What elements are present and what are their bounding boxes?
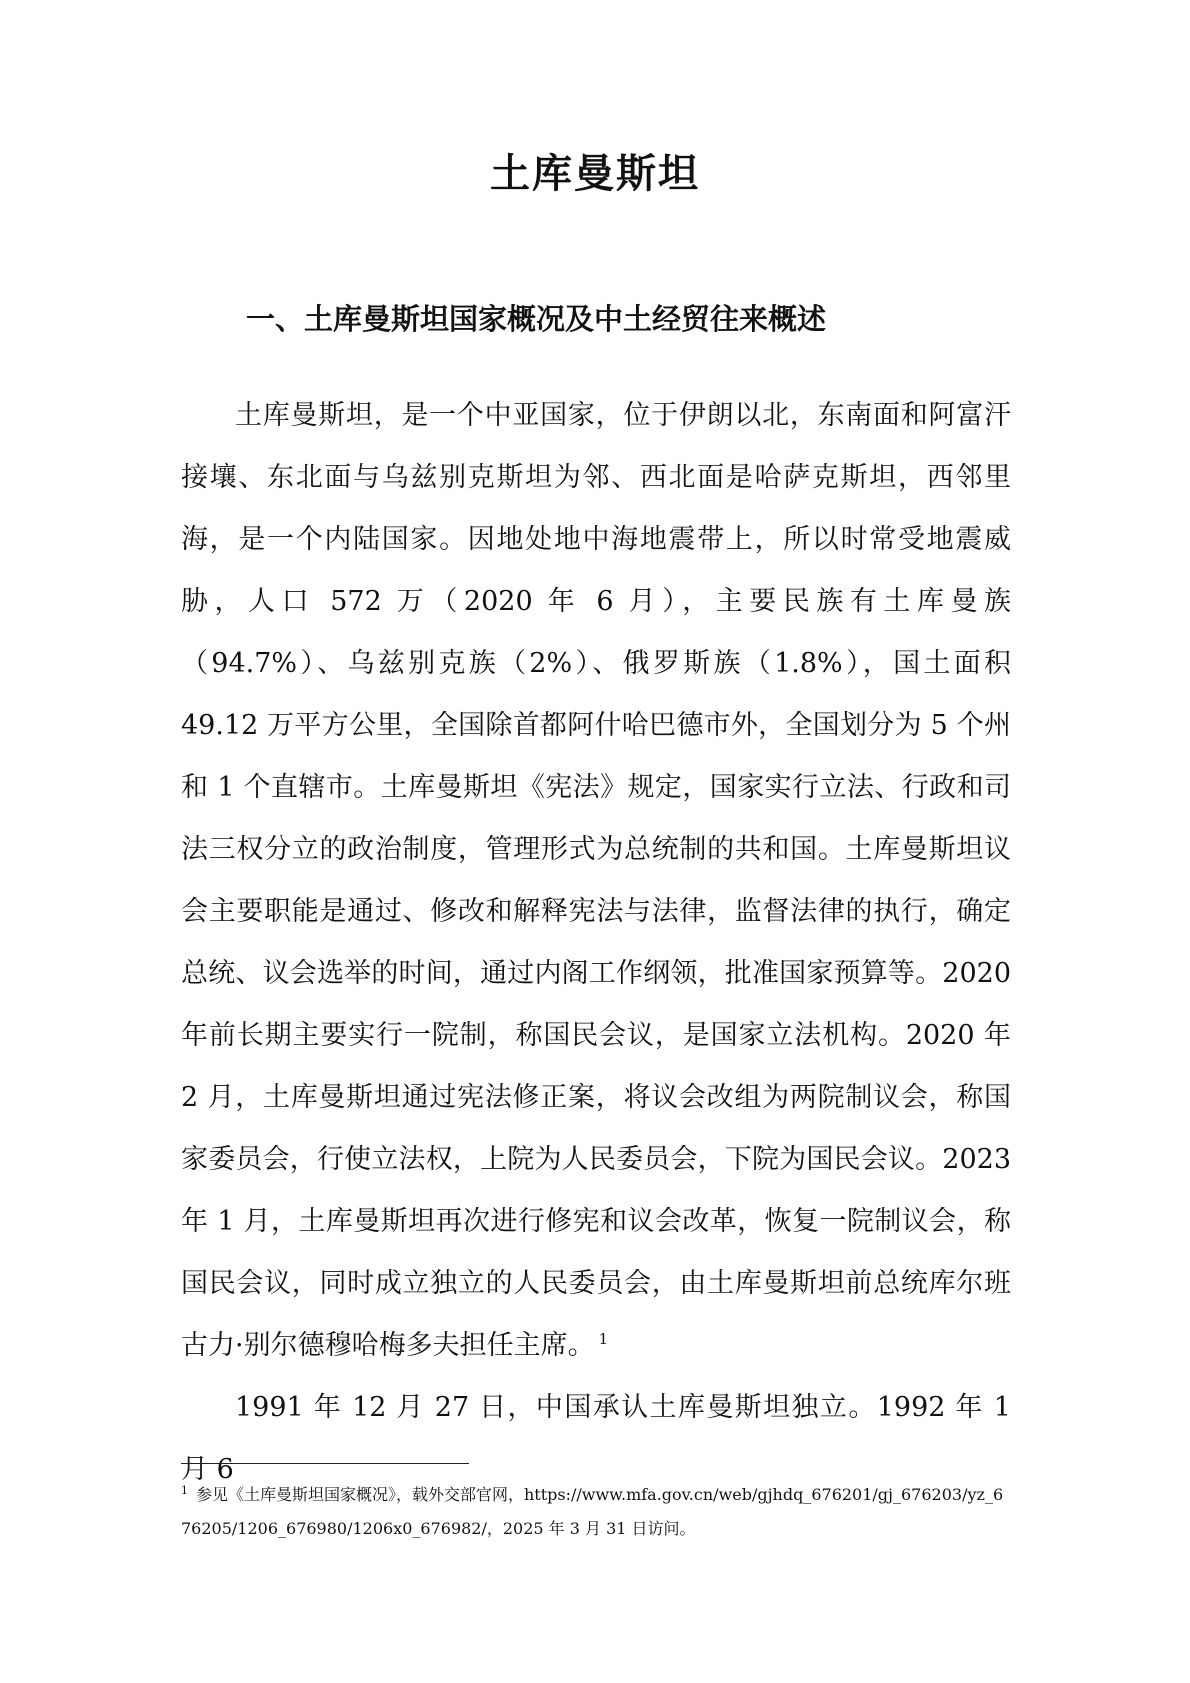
- footnote-reference[interactable]: 1: [598, 1330, 609, 1348]
- footnote-divider: [181, 1463, 469, 1464]
- footnote-number: 1: [181, 1483, 188, 1497]
- section-heading: 一、土库曼斯坦国家概况及中土经贸往来概述: [246, 302, 827, 336]
- paragraph: 1991 年 12 月 27 日，中国承认土库曼斯坦独立。1992 年 1 月 6: [181, 1392, 1011, 1485]
- document-body: [181, 385, 1011, 1501]
- footnote-text: 参见《土库曼斯坦国家概况》，载外交部官网，https://www.mfa.gov.cn/web/gjhdq_676201/gj_676203/yz_676205/1206_676980/1206x0_676982/，2025 年 3 月 31 日访问。: [181, 1485, 1004, 1538]
- document-title: 土库曼斯坦: [490, 150, 700, 197]
- paragraph-text: 土库曼斯坦，是一个中亚国家，位于伊朗以北，东南面和阿富汗接壤、东北面与乌兹别克斯坦为邻、西北面是哈萨克斯坦，西邻里海，是一个内陆国家。因地处地中海地震带上，所以时常受地震威胁，人口 572 万（2020 年 6 月），主要民族有土库曼族（94.7%）、乌兹别克族（2%）、俄罗斯族（1.8%），国土面积 49.12 万平方公里，全国除首都阿什哈巴德市外，全国划分为 5 个州和 1 个直辖市。土库曼斯坦《宪法》规定，国家实行立法、行政和司法三权分立的政治制度，管理形式为总统制的共和国。土库曼斯坦议会主要职能是通过、修改和解释宪法与法律，监督法律的执行，确定总统、议会选举的时间，通过内阁工作纲领，批准国家预算等。2020 年前长期主要实行一院制，称国民会议，是国家立法机构。2020 年 2 月，土库曼斯坦通过宪法修正案，将议会改组为两院制议会，称国家委员会，行使立法权，上院为人民委员会，下院为国民会议。2023 年 1 月，土库曼斯坦再次进行修宪和议会改革，恢复一院制议会，称国民会议，同时成立独立的人民委员会，由土库曼斯坦前总统库尔班古力·别尔德穆哈梅多夫担任主席。: [181, 400, 1011, 1361]
- footnote: [181, 1478, 1011, 1546]
- paragraph: [181, 385, 1011, 1377]
